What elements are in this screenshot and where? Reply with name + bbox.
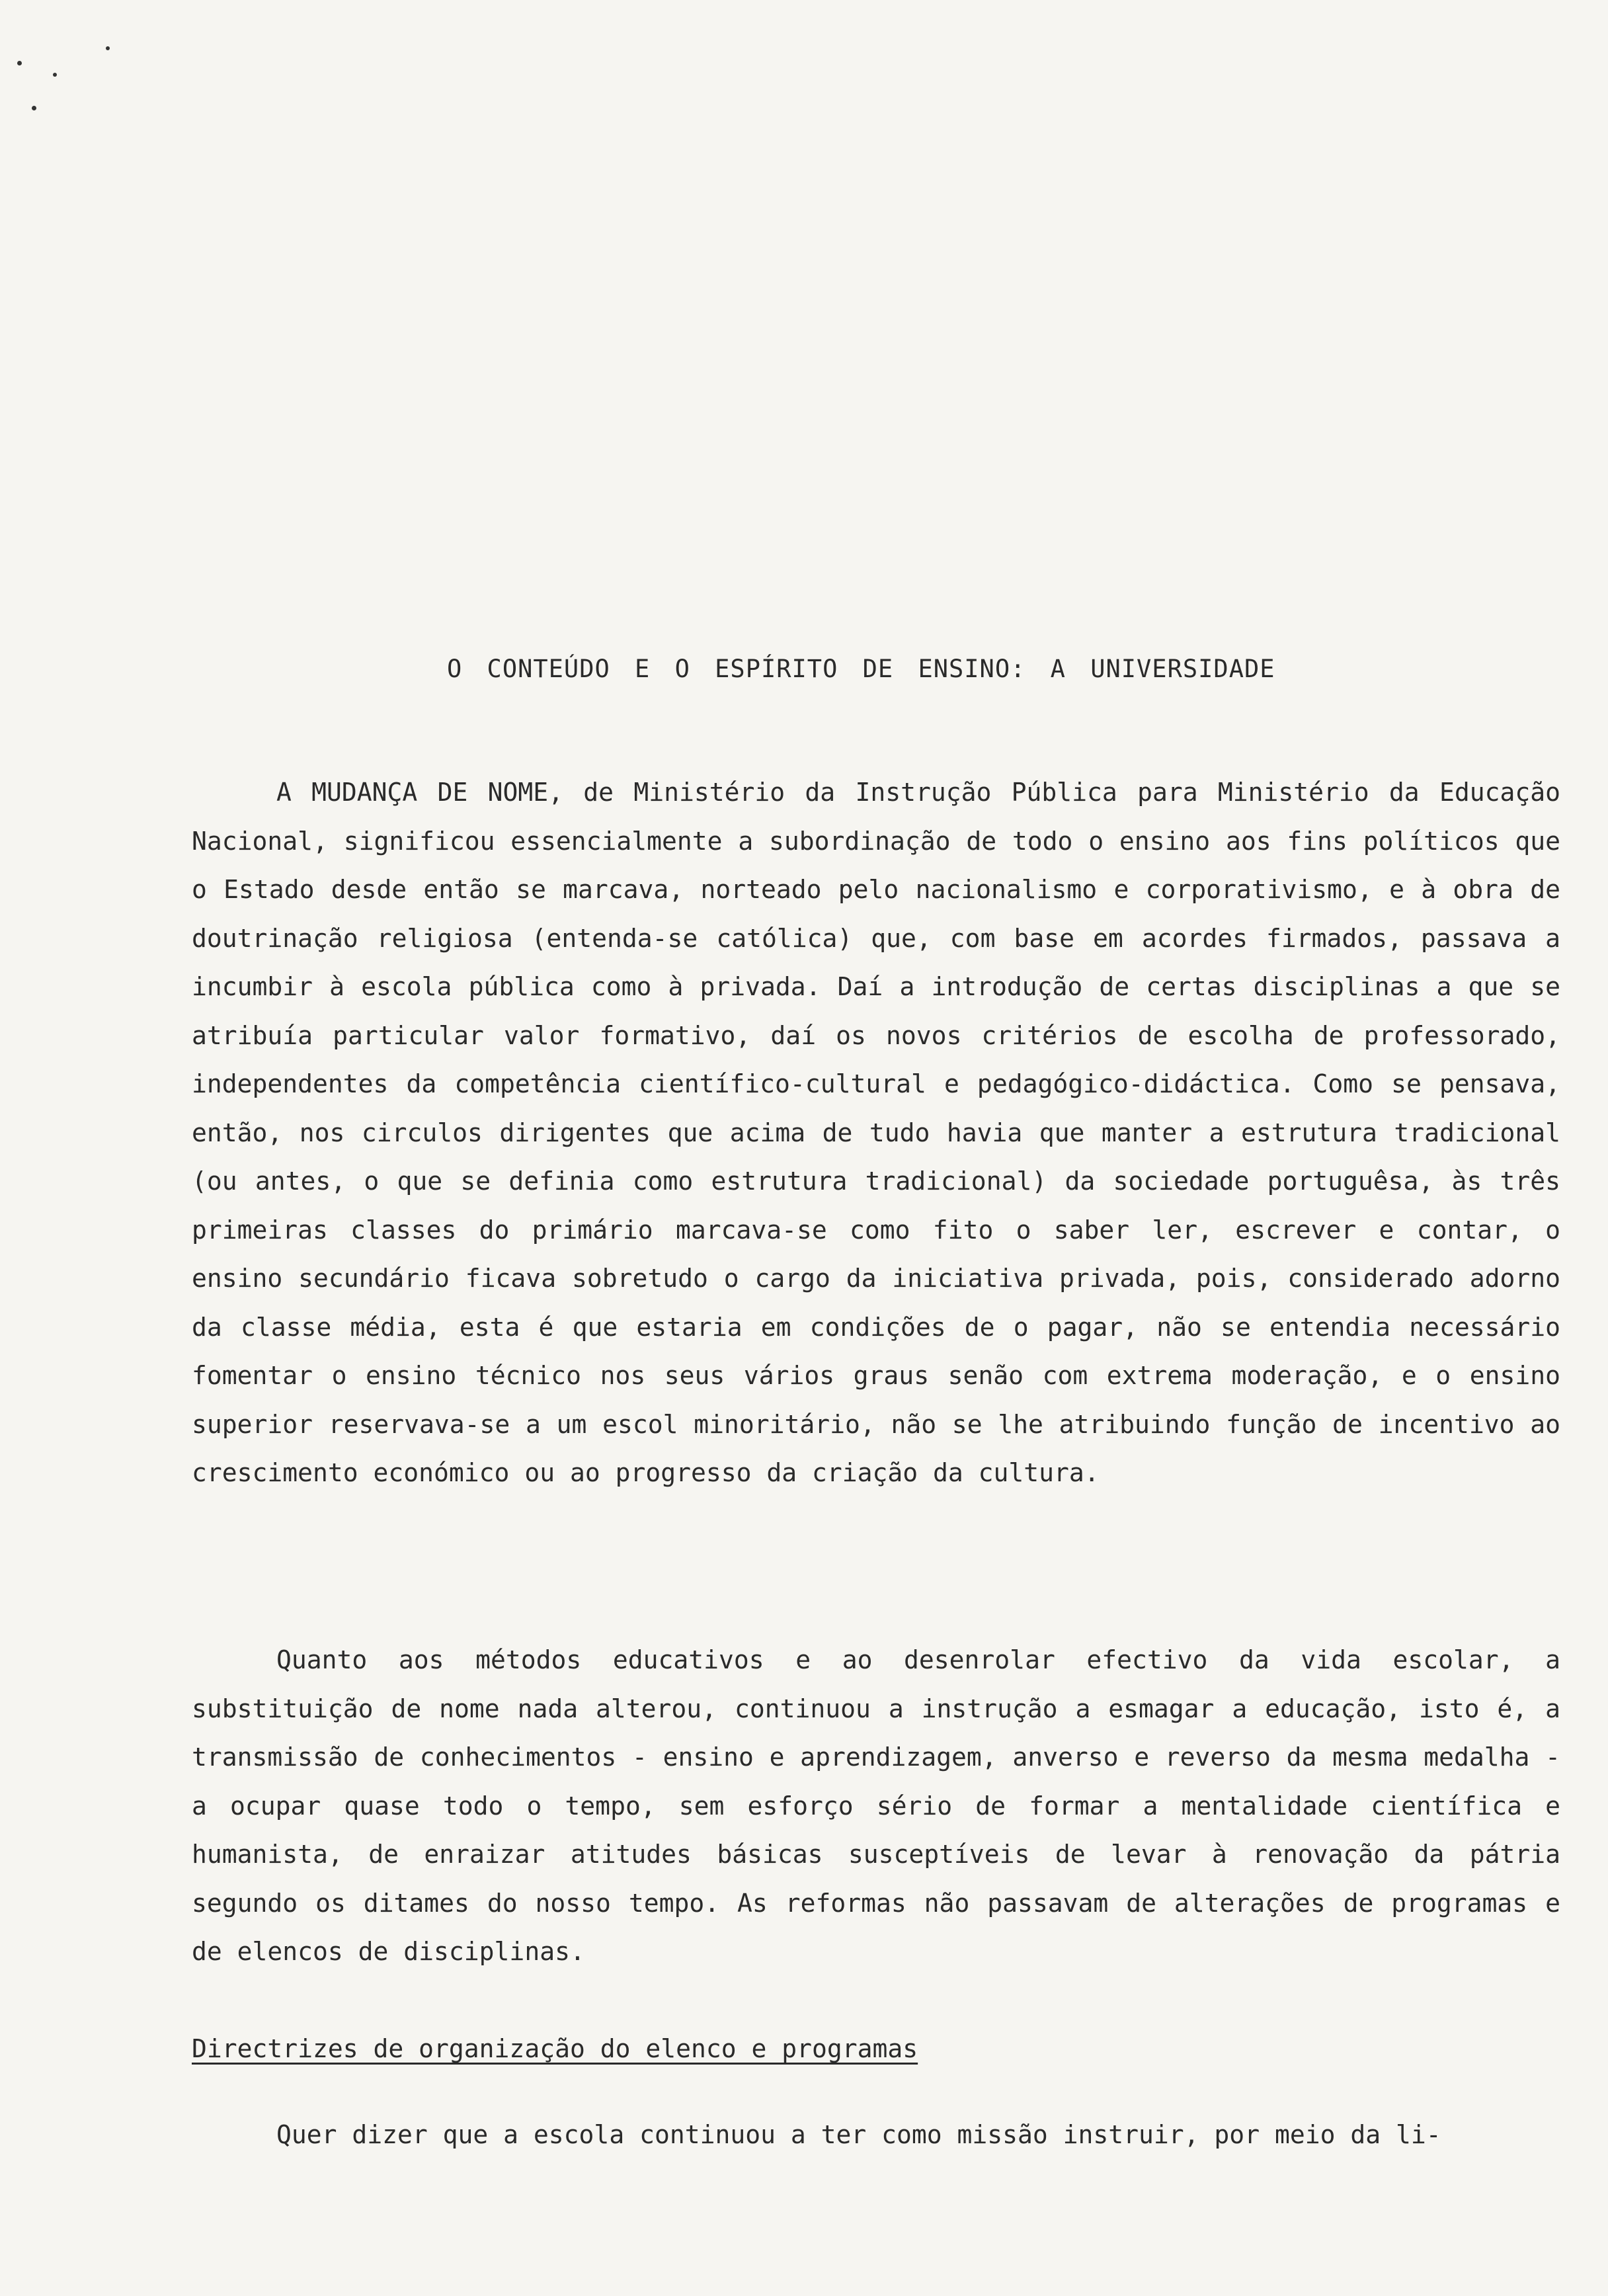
ink-speck xyxy=(106,46,110,50)
document-title: O CONTEÚDO E O ESPÍRITO DE ENSINO: A UNIVERSIDADE xyxy=(447,655,1275,683)
paragraph-2: Quanto aos métodos educativos e ao desenrolar efectivo da vida escolar, a substituição de nome nada alterou, continuou a instrução a esmagar a educação, isto é, a transmissão de conhecimentos - ensino e aprendizagem, anverso e reverso da mesma medalha - a ocupar quase todo o tempo, sem esforço sério de formar a mentalidade científica e humanista, de enraizar atitudes básicas susceptíveis de levar à renovação da pátria segundo os ditames do nosso tempo. As reformas não passavam de alterações de programas e de elencos de disciplinas. xyxy=(192,1645,1560,1966)
paragraph-3: Quer dizer que a escola continuou a ter como missão instruir, por meio da li- xyxy=(276,2120,1441,2149)
ink-speck xyxy=(17,61,22,65)
ink-speck xyxy=(53,73,57,77)
paragraph-1: A MUDANÇA DE NOME, de Ministério da Instrução Pública para Ministério da Educação Nacional, significou essencialmente a subordinação de todo o ensino aos fins políticos que o Estado desde então se marcava, norteado pelo nacionalismo e corporativismo, e à obra de doutrinação religiosa (entenda-se católica) que, com base em acordes firmados, passava a incumbir à escola pública como à privada. Daí a introdução de certas disciplinas a que se atribuía particular valor formativo, daí os novos critérios de escolha de professorado, independentes da competência científico-cultural e pedagógico-didáctica. Como se pensava, então, nos circulos dirigentes que acima de tudo havia que manter a estrutura tradicional (ou antes, o que se definia como estrutura tradicional) da sociedade portuguêsa, às três primeiras classes do primário marcava-se como fito o saber ler, escrever e contar, o ensino secundário ficava sobretudo o cargo da iniciativa privada, pois, considerado adorno da classe média, esta é que estaria em condições de o pagar, não se entendia necessário fomentar o ensino técnico nos seus vários graus senão com extrema moderação, e o ensino superior reservava-se a um escol minoritário, não se lhe atribuindo função de incentivo ao crescimento económico ou ao progresso da criação da cultura. xyxy=(192,778,1560,1487)
section-subheading: Directrizes de organização do elenco e programas xyxy=(192,2034,918,2063)
ink-speck xyxy=(32,106,36,110)
